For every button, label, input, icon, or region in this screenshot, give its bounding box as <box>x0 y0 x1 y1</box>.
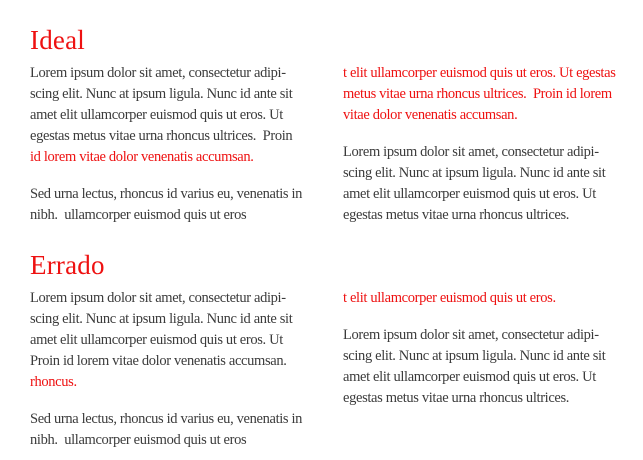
text-line: Lorem ipsum dolor sit amet, consectetur adipi- <box>343 144 599 160</box>
text-line: Lorem ipsum dolor sit amet, consectetur adipi- <box>30 290 286 306</box>
paragraph <box>343 142 618 226</box>
ideal-left-column <box>30 63 320 226</box>
paragraph <box>30 63 320 168</box>
text-line: scing elit. Nunc at ipsum ligula. Nunc id ante sit <box>30 311 293 327</box>
text-line: nibh. ullamcorper euismod quis ut eros <box>30 207 247 223</box>
paragraph <box>30 288 320 393</box>
paragraph <box>343 63 618 126</box>
text-line: t elit ullamcorper euismod quis ut eros. <box>343 290 556 306</box>
paragraph <box>30 184 320 226</box>
paragraph <box>343 325 618 409</box>
text-line: amet elit ullamcorper euismod quis ut eros. Ut <box>30 107 283 123</box>
text-line: scing elit. Nunc at ipsum ligula. Nunc id ante sit <box>30 86 293 102</box>
paragraph <box>30 409 320 451</box>
errado-left-column <box>30 288 320 451</box>
section-ideal-heading: Ideal <box>30 25 85 55</box>
text-line: Proin id lorem vitae dolor venenatis accumsan. <box>30 353 287 369</box>
text-line: amet elit ullamcorper euismod quis ut eros. Ut <box>343 186 596 202</box>
text-line: egestas metus vitae urna rhoncus ultrices. <box>343 207 570 223</box>
section-errado <box>30 250 643 451</box>
text-line: Sed urna lectus, rhoncus id varius eu, venenatis in <box>30 186 303 202</box>
text-line: nibh. ullamcorper euismod quis ut eros <box>30 432 247 448</box>
text-line: rhoncus. <box>30 374 77 390</box>
text-line: amet elit ullamcorper euismod quis ut eros. Ut <box>30 332 283 348</box>
section-errado-columns <box>30 288 643 451</box>
text-line: egestas metus vitae urna rhoncus ultrices. Proin <box>30 128 293 144</box>
section-ideal-columns <box>30 63 643 226</box>
text-line: t elit ullamcorper euismod quis ut eros. Ut egestas <box>343 65 616 81</box>
text-line: Sed urna lectus, rhoncus id varius eu, venenatis in <box>30 411 303 427</box>
errado-right-column <box>343 288 618 451</box>
text-line: amet elit ullamcorper euismod quis ut eros. Ut <box>343 369 596 385</box>
section-errado-heading: Errado <box>30 250 105 280</box>
paragraph <box>343 288 618 309</box>
ideal-right-column <box>343 63 618 226</box>
section-ideal <box>30 25 643 226</box>
text-line: id lorem vitae dolor venenatis accumsan. <box>30 149 254 165</box>
text-line: metus vitae urna rhoncus ultrices. Proin id lorem <box>343 86 612 102</box>
text-line: vitae dolor venenatis accumsan. <box>343 107 518 123</box>
text-line: egestas metus vitae urna rhoncus ultrices. <box>343 390 570 406</box>
text-line: scing elit. Nunc at ipsum ligula. Nunc id ante sit <box>343 348 606 364</box>
text-line: scing elit. Nunc at ipsum ligula. Nunc id ante sit <box>343 165 606 181</box>
text-line: Lorem ipsum dolor sit amet, consectetur adipi- <box>343 327 599 343</box>
text-line: Lorem ipsum dolor sit amet, consectetur adipi- <box>30 65 286 81</box>
